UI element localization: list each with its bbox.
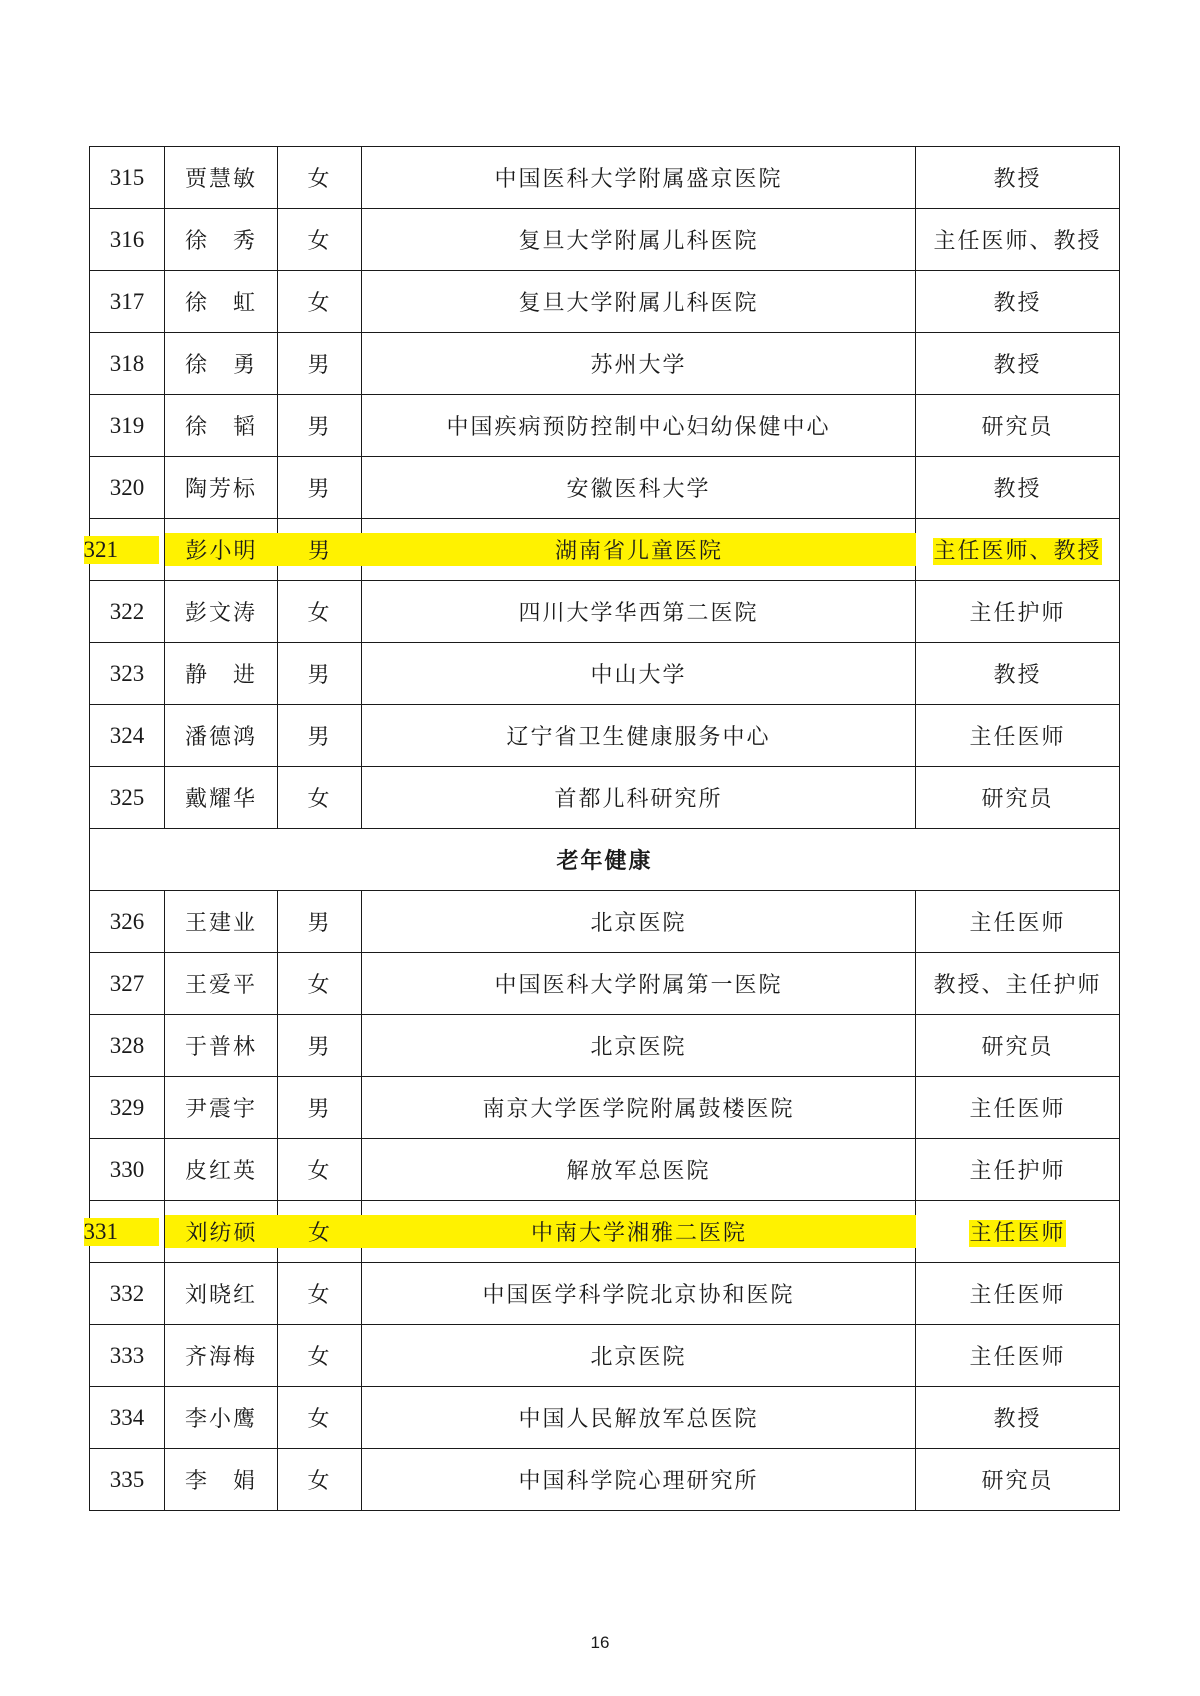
table-row bbox=[90, 1077, 1120, 1139]
gender: 女 bbox=[278, 1325, 362, 1387]
person-name: 李 娟 bbox=[165, 1449, 278, 1511]
row-number: 330 bbox=[90, 1139, 165, 1201]
table-row bbox=[90, 1449, 1120, 1511]
gender: 男 bbox=[278, 705, 362, 767]
table-row-highlighted bbox=[90, 519, 1120, 581]
row-number: 328 bbox=[90, 1015, 165, 1077]
gender: 男 bbox=[278, 1015, 362, 1077]
row-number: 334 bbox=[90, 1387, 165, 1449]
organization: 中国人民解放军总医院 bbox=[362, 1387, 916, 1449]
organization: 中国医学科学院北京协和医院 bbox=[362, 1263, 916, 1325]
person-name: 徐 虹 bbox=[165, 271, 278, 333]
organization: 辽宁省卫生健康服务中心 bbox=[362, 705, 916, 767]
row-number: 329 bbox=[90, 1077, 165, 1139]
row-number: 317 bbox=[90, 271, 165, 333]
row-number: 316 bbox=[90, 209, 165, 271]
row-number: 318 bbox=[90, 333, 165, 395]
professional-title: 主任医师 bbox=[916, 1077, 1120, 1139]
gender: 男 bbox=[278, 1077, 362, 1139]
row-number: 333 bbox=[90, 1325, 165, 1387]
table-row bbox=[90, 767, 1120, 829]
table-row bbox=[90, 1263, 1120, 1325]
organization: 解放军总医院 bbox=[362, 1139, 916, 1201]
professional-title: 教授 bbox=[916, 333, 1120, 395]
person-name: 齐海梅 bbox=[165, 1325, 278, 1387]
person-name: 潘德鸿 bbox=[165, 705, 278, 767]
organization: 安徽医科大学 bbox=[362, 457, 916, 519]
professional-title: 主任护师 bbox=[916, 581, 1120, 643]
organization: 中南大学湘雅二医院 bbox=[362, 1201, 916, 1263]
table-row-highlighted bbox=[90, 1201, 1120, 1263]
organization: 四川大学华西第二医院 bbox=[362, 581, 916, 643]
person-name: 皮红英 bbox=[165, 1139, 278, 1201]
gender: 女 bbox=[278, 1449, 362, 1511]
section-row bbox=[90, 829, 1120, 891]
gender: 男 bbox=[278, 333, 362, 395]
professional-title: 主任医师 bbox=[916, 1263, 1120, 1325]
gender: 男 bbox=[278, 457, 362, 519]
person-name: 徐 韬 bbox=[165, 395, 278, 457]
professional-title: 教授 bbox=[916, 147, 1120, 209]
person-name: 李小鹰 bbox=[165, 1387, 278, 1449]
professional-title: 教授、主任护师 bbox=[916, 953, 1120, 1015]
table-row bbox=[90, 333, 1120, 395]
gender: 女 bbox=[278, 581, 362, 643]
person-name: 王建业 bbox=[165, 891, 278, 953]
row-number: 315 bbox=[90, 147, 165, 209]
section-header bbox=[90, 829, 1120, 891]
organization: 苏州大学 bbox=[362, 333, 916, 395]
gender: 男 bbox=[278, 891, 362, 953]
table-row bbox=[90, 705, 1120, 767]
person-name: 刘纺硕 bbox=[165, 1201, 278, 1263]
row-number: 331 bbox=[90, 1201, 165, 1263]
table-row bbox=[90, 1015, 1120, 1077]
table-row bbox=[90, 209, 1120, 271]
gender: 女 bbox=[278, 953, 362, 1015]
organization: 北京医院 bbox=[362, 1325, 916, 1387]
row-number: 320 bbox=[90, 457, 165, 519]
professional-title: 研究员 bbox=[916, 395, 1120, 457]
organization: 中山大学 bbox=[362, 643, 916, 705]
row-number: 321 bbox=[90, 519, 165, 581]
page-number: 16 bbox=[590, 1633, 610, 1652]
professional-title: 教授 bbox=[916, 457, 1120, 519]
person-name: 于普林 bbox=[165, 1015, 278, 1077]
organization: 复旦大学附属儿科医院 bbox=[362, 209, 916, 271]
table-row bbox=[90, 457, 1120, 519]
organization: 湖南省儿童医院 bbox=[362, 519, 916, 581]
row-number: 324 bbox=[90, 705, 165, 767]
gender: 女 bbox=[278, 1139, 362, 1201]
professional-title: 教授 bbox=[916, 643, 1120, 705]
person-name: 静 进 bbox=[165, 643, 278, 705]
table-row bbox=[90, 1387, 1120, 1449]
table-row bbox=[90, 891, 1120, 953]
organization: 复旦大学附属儿科医院 bbox=[362, 271, 916, 333]
expert-list-table bbox=[83, 146, 1120, 1511]
person-name: 彭文涛 bbox=[165, 581, 278, 643]
person-name: 戴耀华 bbox=[165, 767, 278, 829]
person-name: 徐 秀 bbox=[165, 209, 278, 271]
organization: 中国疾病预防控制中心妇幼保健中心 bbox=[362, 395, 916, 457]
row-number: 322 bbox=[90, 581, 165, 643]
table-body-part-2 bbox=[83, 891, 1120, 1511]
organization: 北京医院 bbox=[362, 1015, 916, 1077]
professional-title: 主任医师、教授 bbox=[916, 519, 1120, 581]
person-name: 尹震宇 bbox=[165, 1077, 278, 1139]
professional-title: 研究员 bbox=[916, 1449, 1120, 1511]
professional-title: 主任医师、教授 bbox=[916, 209, 1120, 271]
gender: 男 bbox=[278, 395, 362, 457]
gender: 女 bbox=[278, 1201, 362, 1263]
gender: 女 bbox=[278, 147, 362, 209]
organization: 南京大学医学院附属鼓楼医院 bbox=[362, 1077, 916, 1139]
table-row bbox=[90, 643, 1120, 705]
table-row bbox=[90, 147, 1120, 209]
person-name: 刘晓红 bbox=[165, 1263, 278, 1325]
professional-title: 主任医师 bbox=[916, 1325, 1120, 1387]
row-number: 335 bbox=[90, 1449, 165, 1511]
table-row bbox=[90, 953, 1120, 1015]
gender: 女 bbox=[278, 209, 362, 271]
table-row bbox=[90, 271, 1120, 333]
organization: 中国医科大学附属盛京医院 bbox=[362, 147, 916, 209]
organization: 中国医科大学附属第一医院 bbox=[362, 953, 916, 1015]
gender: 男 bbox=[278, 519, 362, 581]
row-number: 325 bbox=[90, 767, 165, 829]
gender: 男 bbox=[278, 643, 362, 705]
gender: 女 bbox=[278, 767, 362, 829]
table-row bbox=[90, 1139, 1120, 1201]
person-name: 王爱平 bbox=[165, 953, 278, 1015]
professional-title: 主任医师 bbox=[916, 705, 1120, 767]
organization: 北京医院 bbox=[362, 891, 916, 953]
organization: 首都儿科研究所 bbox=[362, 767, 916, 829]
row-number: 332 bbox=[90, 1263, 165, 1325]
table-row bbox=[90, 1325, 1120, 1387]
table-row bbox=[90, 581, 1120, 643]
person-name: 彭小明 bbox=[165, 519, 278, 581]
row-number: 327 bbox=[90, 953, 165, 1015]
table-body-part-1 bbox=[83, 147, 1120, 829]
section-title: 老年健康 bbox=[90, 829, 1120, 891]
professional-title: 研究员 bbox=[916, 1015, 1120, 1077]
person-name: 徐 勇 bbox=[165, 333, 278, 395]
gender: 女 bbox=[278, 271, 362, 333]
table-row bbox=[90, 395, 1120, 457]
professional-title: 主任医师 bbox=[916, 891, 1120, 953]
gender: 女 bbox=[278, 1263, 362, 1325]
professional-title: 教授 bbox=[916, 271, 1120, 333]
row-number: 326 bbox=[90, 891, 165, 953]
professional-title: 教授 bbox=[916, 1387, 1120, 1449]
row-number: 319 bbox=[90, 395, 165, 457]
professional-title: 主任护师 bbox=[916, 1139, 1120, 1201]
person-name: 贾慧敏 bbox=[165, 147, 278, 209]
organization: 中国科学院心理研究所 bbox=[362, 1449, 916, 1511]
professional-title: 研究员 bbox=[916, 767, 1120, 829]
gender: 女 bbox=[278, 1387, 362, 1449]
row-number: 323 bbox=[90, 643, 165, 705]
professional-title: 主任医师 bbox=[916, 1201, 1120, 1263]
person-name: 陶芳标 bbox=[165, 457, 278, 519]
